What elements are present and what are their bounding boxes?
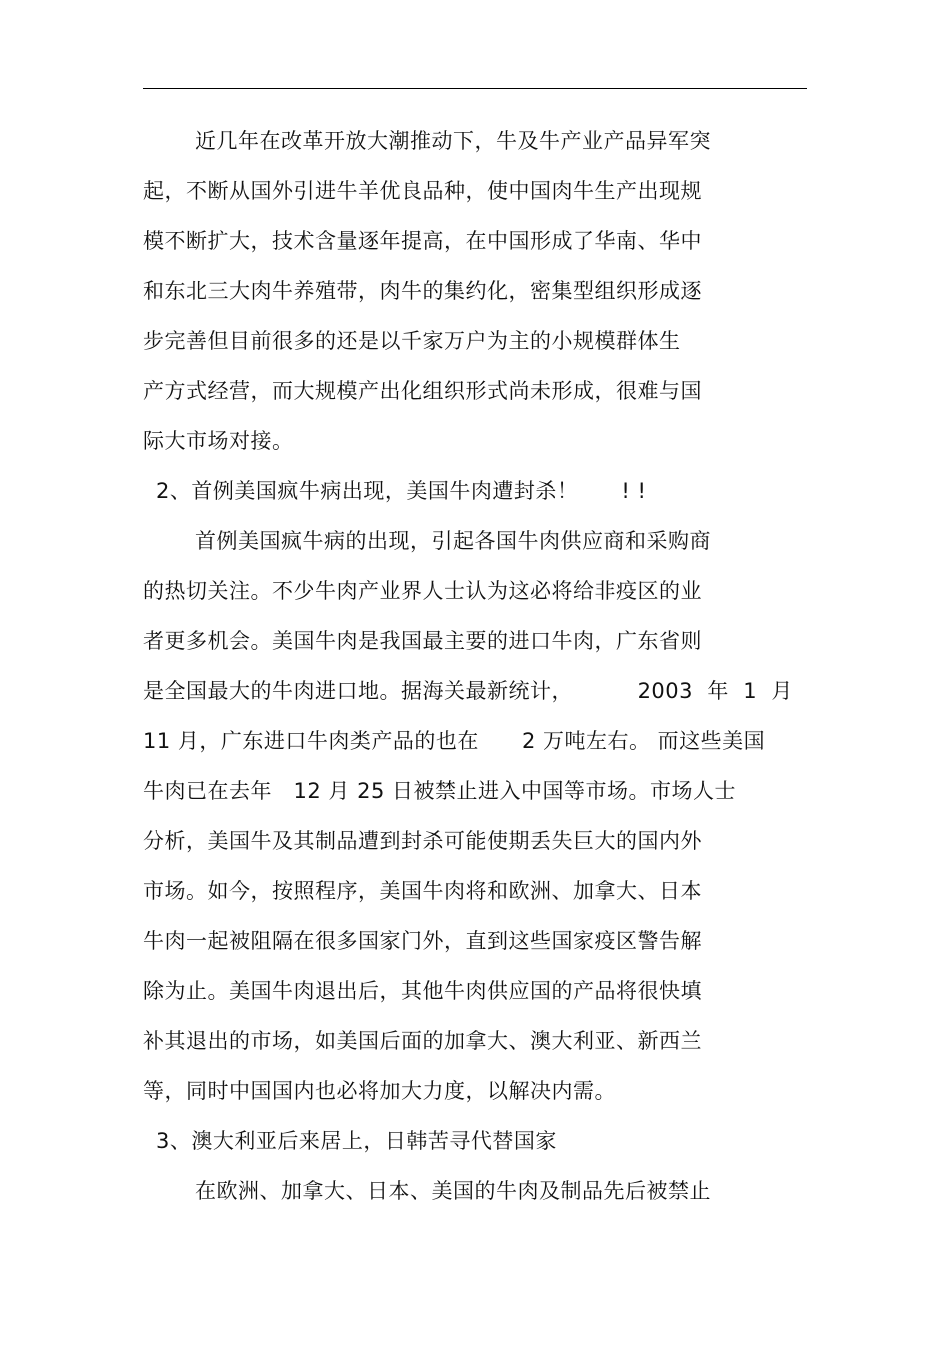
paragraph-line: 者更多机会。美国牛肉是我国最主要的进口牛肉，广东省则 (143, 629, 702, 653)
paragraph-line: 在欧洲、加拿大、日本、美国的牛肉及制品先后被禁止 (195, 1179, 711, 1203)
paragraph-line: 的热切关注。不少牛肉产业界人士认为这必将给非疫区的业 (143, 579, 702, 603)
paragraph-line: 除为止。美国牛肉退出后，其他牛肉供应国的产品将很快填 (143, 979, 702, 1003)
paragraph-line: 市场。如今，按照程序，美国牛肉将和欧洲、加拿大、日本 (143, 879, 702, 903)
header-rule (143, 88, 807, 89)
paragraph-line: 等，同时中国国内也必将加大力度，以解决内需。 (143, 1079, 616, 1103)
paragraph-line: 牛肉已在去年 12 月 25 日被禁止进入中国等市场。市场人士 (143, 779, 736, 803)
paragraph-line: 模不断扩大，技术含量逐年提高，在中国形成了华南、华中 (143, 229, 702, 253)
paragraph-line: 际大市场对接。 (143, 429, 294, 453)
paragraph-line: 首例美国疯牛病的出现，引起各国牛肉供应商和采购商 (195, 529, 711, 553)
section-heading: 3、澳大利亚后来居上，日韩苦寻代替国家 (156, 1129, 557, 1153)
paragraph-line: 起，不断从国外引进牛羊优良品种，使中国肉牛生产出现规 (143, 179, 702, 203)
paragraph-line: 牛肉一起被阻隔在很多国家门外，直到这些国家疫区警告解 (143, 929, 702, 953)
paragraph-line: 步完善但目前很多的还是以千家万户为主的小规模群体生 (143, 329, 681, 353)
paragraph-line: 是全国最大的牛肉进口地。据海关最新统计， 2003 年 1 月 (143, 679, 793, 703)
paragraph-line: 11 月，广东进口牛肉类产品的也在 2 万吨左右。 而这些美国 (143, 729, 766, 753)
paragraph-line: 分析，美国牛及其制品遭到封杀可能使期丢失巨大的国内外 (143, 829, 702, 853)
paragraph-line: 产方式经营，而大规模产出化组织形式尚未形成，很难与国 (143, 379, 702, 403)
paragraph-line: 补其退出的市场，如美国后面的加拿大、澳大利亚、新西兰 (143, 1029, 702, 1053)
paragraph-line: 和东北三大肉牛养殖带，肉牛的集约化，密集型组织形成逐 (143, 279, 702, 303)
paragraph-line: 近几年在改革开放大潮推动下，牛及牛产业产品异军突 (195, 129, 711, 153)
section-heading: 2、首例美国疯牛病出现，美国牛肉遭封杀！ ! ! (156, 479, 647, 503)
